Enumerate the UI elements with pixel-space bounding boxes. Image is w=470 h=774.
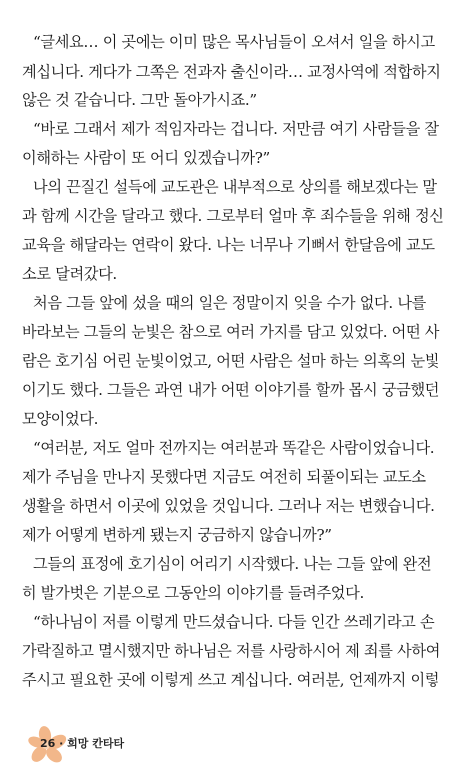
text-line: 계십니다. 게다가 그쪽은 전과자 출신이라… 교정사역에 적합하지: [22, 63, 441, 81]
page-footer: [28, 726, 168, 766]
text-line: “글세요… 이 곳에는 이미 많은 목사님들이 오셔서 일을 하시고: [33, 33, 435, 51]
text-line: 그들의 표정에 호기심이 어리기 시작했다. 나는 그들 앞에 완전: [33, 555, 432, 573]
text-line: 생활을 하면서 이곳에 있었을 것입니다. 그러나 저는 변했습니다.: [22, 497, 435, 515]
text-line: 나의 끈질긴 설득에 교도관은 내부적으로 상의를 해보겠다는 말: [33, 178, 437, 196]
text-line: 히 발가벗은 기분으로 그동안의 이야기를 들려주었다.: [22, 584, 364, 602]
text-line: 바라보는 그들의 눈빛은 참으로 여러 가지를 담고 있었다. 어떤 사: [22, 323, 440, 341]
text-line: 않은 것 같습니다. 그만 돌아가시죠.”: [22, 91, 257, 109]
text-line: 람은 호기심 어린 눈빛이었고, 어떤 사람은 설마 하는 의혹의 눈빛: [22, 352, 440, 370]
text-line: 모양이었다.: [22, 410, 99, 428]
page-folio: 26 · 희망 칸타타: [40, 737, 125, 750]
text-line: “바로 그래서 제가 적임자라는 겁니다. 저만큼 여기 사람들을 잘: [33, 120, 439, 138]
text-line: 과 함께 시간을 달라고 했다. 그로부터 얼마 후 죄수들을 위해 정신: [22, 207, 444, 225]
text-line: 가락질하고 멸시했지만 하나님은 저를 사랑하시어 제 죄를 사하여: [22, 642, 441, 660]
text-line: 교육을 해달라는 연락이 왔다. 나는 너무나 기뻐서 한달음에 교도: [22, 236, 435, 254]
text-line: “하나님이 저를 이렇게 만드셨습니다. 다들 인간 쓰레기라고 손: [33, 613, 435, 631]
text-line: 소로 달려갔다.: [22, 265, 117, 283]
text-line: 주시고 필요한 곳에 이렇게 쓰고 계십니다. 여러분, 언제까지 이렇: [22, 671, 440, 689]
text-line: “여러분, 저도 얼마 전까지는 여러분과 똑같은 사람이었습니다.: [33, 439, 435, 457]
text-line: 이기도 했다. 그들은 과연 내가 어떤 이야기를 할까 몹시 궁금했던: [22, 381, 440, 399]
text-line: 처음 그들 앞에 섰을 때의 일은 정말이지 잊을 수가 없다. 나를: [33, 294, 426, 312]
text-line: 제가 주님을 만나지 못했다면 지금도 여전히 되풀이되는 교도소: [22, 468, 426, 486]
text-line: 이해하는 사람이 또 어디 있겠습니까?”: [22, 149, 270, 167]
text-line: 제가 어떻게 변하게 됐는지 궁금하지 않습니까?”: [22, 526, 332, 544]
